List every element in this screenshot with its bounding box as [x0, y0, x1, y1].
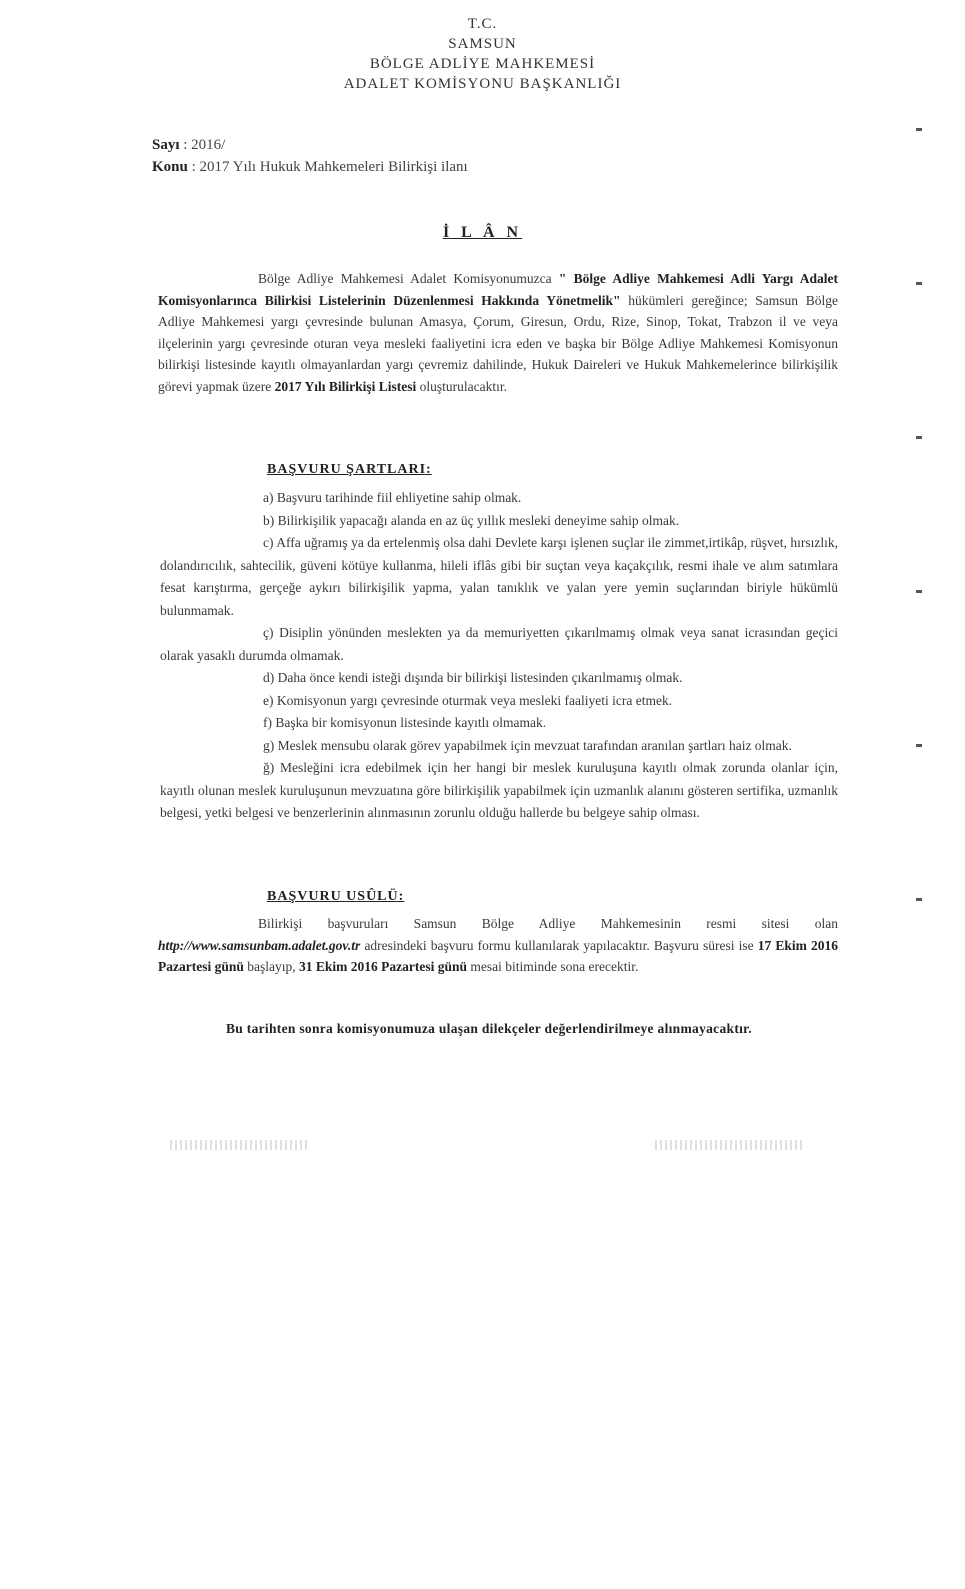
condition-item-f: f) Başka bir komisyonun listesinde kayıtlı olmamak.: [263, 715, 547, 730]
page-title: İ L Â N: [442, 224, 523, 241]
sayi-label: Sayı: [152, 137, 180, 153]
header-court: BÖLGE ADLİYE MAHKEMESİ: [369, 56, 596, 72]
scan-mark: [916, 436, 922, 439]
konu-line: [152, 156, 468, 178]
intro-text-2: hükümleri gereğince; Samsun Bölge Adliye Mahkemesi yargı çevresinde bulunan Amasya, Çorum, Giresun, Ordu, Rize, Sinop, Tokat, Trabzon il ve veya ilçelerinin yargı çevresinde oturan veya mesleki faaliyetini icra eden ve başka bir Bölge Adliye Mahkemesi Komisyonun bilirkişi listesinde kayıtlı olmayanlardan yargı çevremiz dahilinde, Hukuk Daireleri ve Hukuk Mahkemelerince bilirkişilik görevi yapmak üzere: [158, 292, 838, 394]
condition-item-e: e) Komisyonun yargı çevresinde oturmak veya mesleki faaliyeti icra etmek.: [263, 692, 673, 708]
document-meta: [152, 134, 468, 178]
condition-item-b: b) Bilirkişilik yapacağı alanda en az üç yıllık mesleki deneyime sahip olmak.: [263, 512, 680, 528]
regulation-name: " Bölge Adliye Mahkemesi Adli Yargı Adalet Komisyonlarınca Bilirkisi Listelerinin Düzenlenmesi Hakkında Yönetmelik": [158, 271, 839, 308]
intro-text-1: Bölge Adliye Mahkemesi Adalet Komisyonumuzca: [258, 271, 552, 286]
konu-value: : 2017 Yılı Hukuk Mahkemeleri Bilirkişi ilanı: [191, 159, 468, 175]
start-date: 17 Ekim 2016 Pazartesi günü: [158, 937, 839, 974]
scan-mark: [916, 128, 922, 131]
scan-smudge: [170, 1140, 310, 1150]
intro-text-3: oluşturulacaktır.: [419, 378, 507, 394]
intro-paragraph: [158, 268, 838, 397]
letterhead: [0, 14, 965, 94]
method-paragraph: [158, 913, 838, 978]
method-text-3: başlayıp,: [247, 959, 296, 974]
method-text-4: mesai bitiminde sona erecektir.: [470, 959, 639, 974]
method-heading: BAŞVURU USÛLÜ:: [267, 889, 405, 904]
method-text-2: adresindeki başvuru formu kullanılarak yapılacaktır. Başvuru süresi ise: [364, 937, 754, 953]
scan-mark: [916, 744, 922, 747]
sayi-line: [152, 134, 468, 156]
condition-item-g: g) Meslek mensubu olarak görev yapabilmek için mevzuat tarafından aranılan şartları haiz olmak.: [263, 737, 792, 753]
end-date: 31 Ekim 2016 Pazartesi günü: [299, 959, 468, 974]
condition-item-gg: ğ) Mesleğini icra edebilmek için her hangi bir meslek kuruluşuna kayıtlı olmak zorunda olanlar için, kayıtlı olunan meslek kuruluşunun mevzuatına göre bilirkişilik yapabilmek için uzmanlık alanını gösteren sertifika, uzmanlık belgesi, yetki belgesi ve benzerlerinin alınmasının zorunlu olduğu hallerde bu belgeye sahip olması.: [160, 760, 838, 820]
closing-notice: Bu tarihten sonra komisyonumuza ulaşan dilekçeler değerlendirilmeye alınmayacaktır.: [226, 1021, 752, 1036]
scan-mark: [916, 898, 922, 901]
header-tc: T.C.: [467, 16, 498, 32]
header-commission: ADALET KOMİSYONU BAŞKANLIĞI: [343, 76, 622, 92]
condition-item-d: d) Daha önce kendi isteği dışında bir bilirkişi listesinden çıkarılmamış olmak.: [263, 670, 683, 685]
method-text-1: Bilirkişi başvuruları Samsun Bölge Adliye Mahkemesinin resmi sitesi olan: [258, 916, 838, 931]
scan-mark: [916, 590, 922, 593]
sayi-value: : 2016/: [183, 137, 226, 153]
court-website-link[interactable]: http://www.samsunbam.adalet.gov.tr: [158, 937, 361, 953]
conditions-heading: BAŞVURU ŞARTLARI:: [267, 462, 432, 477]
condition-item-cc: ç) Disiplin yönünden meslekten ya da memuriyetten çıkarılmamış olmak veya sanat icrasından geçici olarak yasaklı durumda olmamak.: [160, 625, 838, 663]
condition-item-c: c) Affa uğramış ya da ertelenmiş olsa dahi Devlete karşı işlenen suçlar ile zimmet,irtikâp, rüşvet, hırsızlık, dolandırıcılık, sahtecilik, güveni kötüye kullanma, hileli iflâs gibi bir suçtan veya kaçakçılık, resmi ihale ve alım satımlara fesat karıştırma, gerçeğe aykırı bilirkişilik yapma, yalan tanıklık ve yalan yere yemin suçlarından biriyle hükümlü bulunmamak.: [160, 535, 838, 618]
konu-label: Konu: [152, 159, 188, 175]
conditions-list: [160, 487, 838, 825]
header-city: SAMSUN: [448, 36, 517, 52]
list-name: 2017 Yılı Bilirkişi Listesi: [274, 378, 417, 394]
condition-item-a: a) Başvuru tarihinde fiil ehliyetine sahip olmak.: [263, 490, 522, 505]
scan-mark: [916, 282, 922, 285]
scan-smudge: [655, 1140, 805, 1150]
